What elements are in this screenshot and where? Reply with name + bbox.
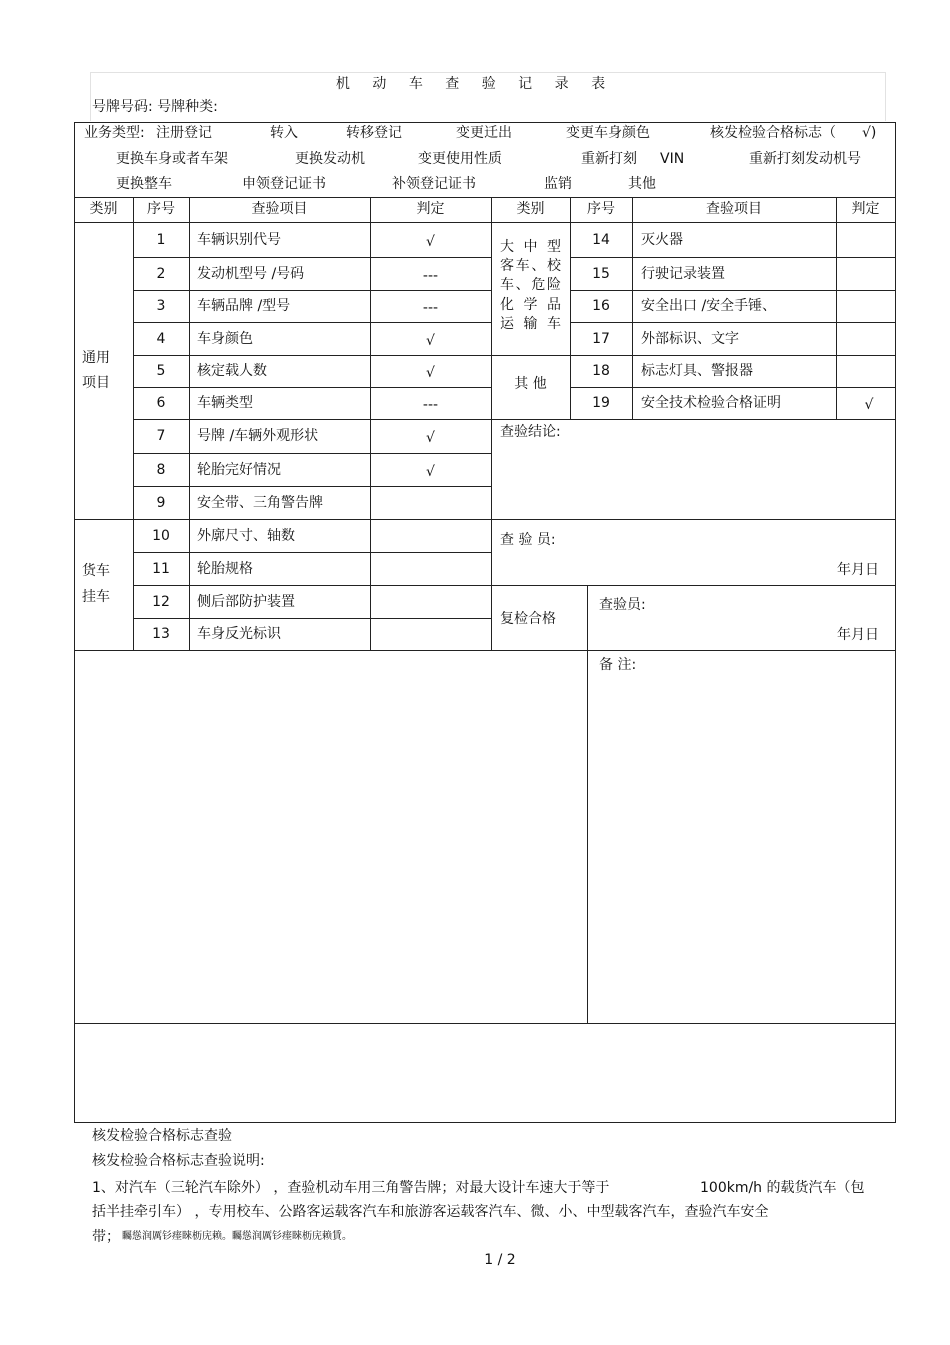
business-option: 补领登记证书	[392, 176, 476, 192]
business-option: 申领登记证书	[242, 176, 326, 192]
item-judgement: √	[864, 397, 874, 413]
group-bus: 运 输 车	[500, 316, 561, 332]
item-judgement: √	[426, 430, 435, 446]
conclusion-label: 查验结论:	[500, 424, 561, 440]
business-option: 更换发动机	[295, 151, 365, 167]
business-option: 更换整车	[116, 176, 172, 192]
business-option: VIN	[660, 151, 685, 167]
header-category: 类别	[89, 201, 118, 217]
group-bus: 大 中 型	[500, 239, 561, 255]
item-number: 16	[592, 298, 610, 314]
group-bus: 客车、校	[500, 258, 561, 274]
group-bus: 化 学 品	[500, 297, 561, 313]
header-seq: 序号	[147, 201, 175, 217]
business-option: 变更迁出	[456, 125, 512, 141]
item-name: 外部标识、文字	[641, 331, 739, 347]
business-option: 变更车身颜色	[566, 125, 650, 141]
item-name: 标志灯具、警报器	[641, 363, 753, 379]
item-judgement: ---	[422, 397, 439, 413]
item-name: 安全技术检验合格证明	[641, 395, 781, 411]
header-seq: 序号	[587, 201, 615, 217]
header-item: 查验项目	[251, 201, 308, 217]
item-name: 轮胎规格	[197, 561, 253, 577]
page-title: 机 动 车 查 验 记 录 表	[335, 76, 615, 92]
item-number: 8	[156, 462, 166, 478]
item-name: 车辆识别代号	[197, 232, 281, 248]
footer-garbled-text: 矚慫润厲钐瘗睞枥庑赖。矚慫润厲钐瘗睞枥庑赖賃。	[122, 1231, 352, 1242]
group-truck: 货车	[82, 563, 110, 579]
date-label: 年月日	[837, 627, 879, 643]
item-number: 19	[592, 395, 610, 411]
item-number: 11	[152, 561, 170, 577]
page-number: 1 / 2	[484, 1252, 516, 1268]
group-general: 项目	[82, 375, 110, 391]
footer-line: 100km/h 的载货汽车（包	[700, 1180, 865, 1196]
header-judge: 判定	[851, 201, 880, 217]
item-number: 7	[156, 428, 166, 444]
item-number: 10	[152, 528, 170, 544]
item-judgement: √	[426, 365, 435, 381]
item-number: 14	[592, 232, 610, 248]
item-name: 核定载人数	[197, 363, 267, 379]
group-general: 通用	[82, 350, 110, 366]
item-judgement: √	[426, 464, 435, 480]
header-judge: 判定	[416, 201, 445, 217]
header-category: 类别	[516, 201, 545, 217]
item-number: 13	[152, 626, 170, 642]
item-number: 17	[592, 331, 610, 347]
item-name: 灭火器	[641, 232, 683, 248]
item-number: 6	[156, 395, 166, 411]
group-other: 其 他	[514, 376, 547, 392]
item-name: 轮胎完好情况	[197, 462, 281, 478]
footer-line: 带；	[92, 1229, 120, 1245]
date-label: 年月日	[837, 562, 879, 578]
item-name: 安全带、三角警告牌	[197, 495, 323, 511]
header-item: 查验项目	[706, 201, 762, 217]
business-option: 转移登记	[346, 125, 402, 141]
business-option: 更换车身或者车架	[116, 151, 228, 167]
checkmark: √)	[862, 125, 877, 141]
item-name: 车身反光标识	[197, 626, 281, 642]
footer-line: 1、对汽车（三轮汽车除外） ，查验机动车用三角警告牌；对最大设计车速大于等于	[92, 1180, 610, 1196]
item-judgement: √	[426, 234, 435, 250]
item-number: 1	[156, 232, 166, 248]
item-judgement: ---	[422, 300, 439, 316]
item-name: 发动机型号 /号码	[197, 266, 305, 282]
footer-line: 核发检验合格标志查验说明:	[92, 1153, 265, 1169]
item-name: 安全出口 /安全手锤、	[641, 298, 777, 314]
recheck-label: 复检合格	[500, 611, 556, 627]
item-name: 车辆类型	[197, 395, 253, 411]
item-name: 侧后部防护装置	[197, 594, 295, 610]
item-name: 行驶记录装置	[641, 266, 725, 282]
item-number: 12	[152, 594, 170, 610]
business-option: 注册登记	[156, 125, 212, 141]
item-name: 外廓尺寸、轴数	[197, 528, 295, 544]
item-name: 车辆品牌 /型号	[197, 298, 291, 314]
business-option: 监销	[544, 176, 572, 192]
plate-line: 号牌号码: 号牌种类:	[92, 99, 218, 115]
business-option: 变更使用性质	[418, 151, 502, 167]
recheck-inspector-label: 查验员:	[599, 597, 646, 613]
item-number: 5	[156, 363, 166, 379]
item-number: 3	[156, 298, 166, 314]
remarks-label: 备 注:	[599, 657, 637, 673]
item-judgement: ---	[422, 268, 439, 284]
item-number: 4	[156, 331, 166, 347]
business-type-label: 业务类型:	[84, 125, 145, 141]
item-number: 9	[156, 495, 166, 511]
business-option: 其他	[628, 176, 656, 192]
item-number: 15	[592, 266, 610, 282]
business-option: 转入	[270, 125, 298, 141]
group-bus: 车、危险	[500, 277, 561, 293]
footer-line: 括半挂牵引车） ，专用校车、公路客运载客汽车和旅游客运载客汽车、微、小、中型载客汽车，查验汽车安全	[92, 1204, 769, 1220]
item-number: 2	[156, 266, 166, 282]
group-truck: 挂车	[82, 589, 110, 605]
item-judgement: √	[426, 333, 435, 349]
item-name: 号牌 /车辆外观形状	[197, 428, 319, 444]
inspector-label: 查 验 员:	[500, 532, 556, 548]
item-name: 车身颜色	[197, 331, 253, 347]
business-option: 重新打刻	[581, 151, 637, 167]
item-number: 18	[592, 363, 610, 379]
business-option: 重新打刻发动机号	[749, 151, 861, 167]
footer-line: 核发检验合格标志查验	[92, 1128, 232, 1144]
business-option: 核发检验合格标志（	[710, 125, 836, 141]
